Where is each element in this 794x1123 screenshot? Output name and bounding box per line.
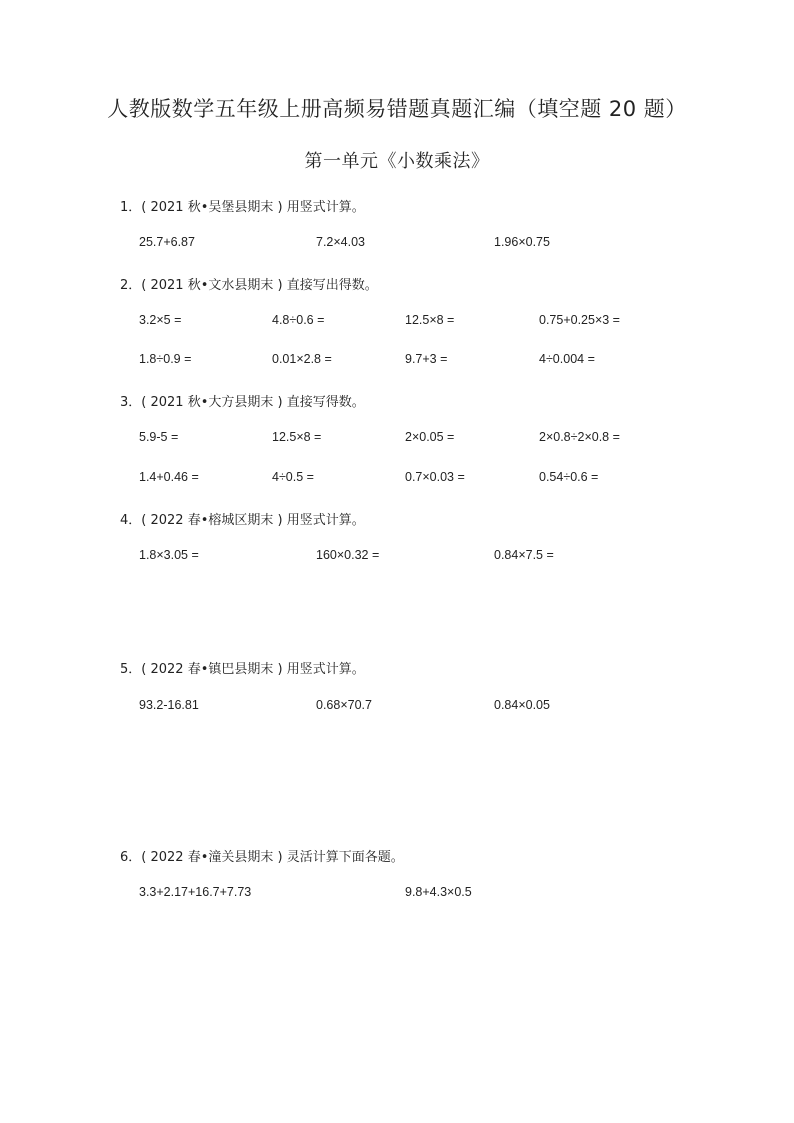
- document-title: 人教版数学五年级上册高频易错题真题汇编（填空题 20 题）: [107, 97, 687, 121]
- question-2-item: 12.5×8 =: [405, 313, 455, 327]
- unit-title: 第一单元《小数乘法》: [304, 151, 490, 172]
- question-2-item: 0.75+0.25×3 =: [539, 313, 620, 327]
- question-5-heading: 5．( 2022 春•镇巴县期末 ) 用竖式计算。: [120, 662, 365, 677]
- question-2-item: 1.8÷0.9 =: [139, 352, 192, 366]
- question-4-item-2: 160×0.32 =: [316, 548, 380, 562]
- question-3-item: 2×0.8÷2×0.8 =: [539, 430, 620, 444]
- question-2-heading: 2．( 2021 秋•文水县期末 ) 直接写出得数。: [120, 278, 378, 293]
- question-1-item-3: 1.96×0.75: [494, 235, 550, 249]
- question-3-item: 0.54÷0.6 =: [539, 470, 599, 484]
- question-3-item: 5.9-5 =: [139, 430, 179, 444]
- question-6-heading: 6．( 2022 春•潼关县期末 ) 灵活计算下面各题。: [120, 850, 404, 865]
- question-3-item: 1.4+0.46 =: [139, 470, 199, 484]
- question-6-item-2: 9.8+4.3×0.5: [405, 885, 472, 899]
- question-2-item: 4÷0.004 =: [539, 352, 595, 366]
- question-1-item-2: 7.2×4.03: [316, 235, 366, 249]
- question-5-item-3: 0.84×0.05: [494, 698, 550, 712]
- question-3-heading: 3．( 2021 秋•大方县期末 ) 直接写得数。: [120, 395, 365, 410]
- question-2-item: 0.01×2.8 =: [272, 352, 332, 366]
- question-4-item-1: 1.8×3.05 =: [139, 548, 199, 562]
- question-4-heading: 4．( 2022 春•榕城区期末 ) 用竖式计算。: [120, 513, 365, 528]
- question-1-heading: 1．( 2021 秋•吴堡县期末 ) 用竖式计算。: [120, 200, 365, 215]
- question-5-item-2: 0.68×70.7: [316, 698, 372, 712]
- question-6-item-1: 3.3+2.17+16.7+7.73: [139, 885, 252, 899]
- question-2-item: 9.7+3 =: [405, 352, 448, 366]
- question-3-item: 2×0.05 =: [405, 430, 455, 444]
- question-2-item: 4.8÷0.6 =: [272, 313, 325, 327]
- question-5-item-1: 93.2-16.81: [139, 698, 199, 712]
- question-3-item: 12.5×8 =: [272, 430, 322, 444]
- question-2-item: 3.2×5 =: [139, 313, 182, 327]
- question-3-item: 4÷0.5 =: [272, 470, 314, 484]
- question-3-item: 0.7×0.03 =: [405, 470, 465, 484]
- question-4-item-3: 0.84×7.5 =: [494, 548, 554, 562]
- question-1-item-1: 25.7+6.87: [139, 235, 195, 249]
